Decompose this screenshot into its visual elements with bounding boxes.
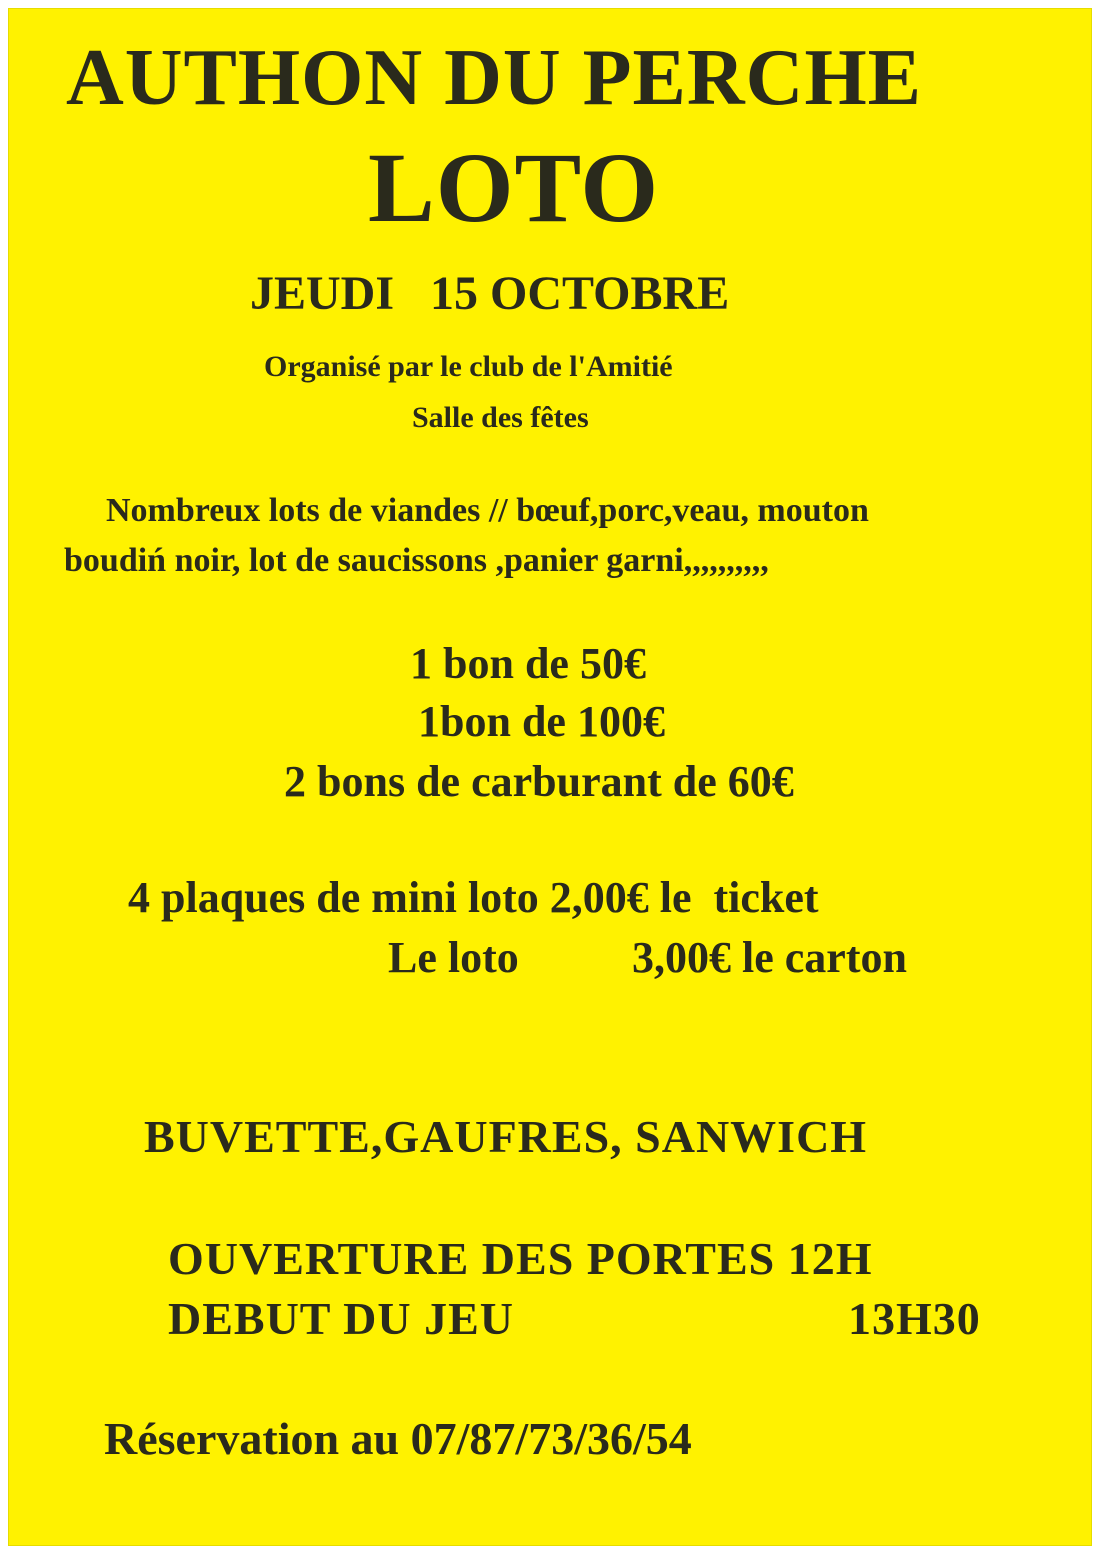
- loto-poster: [8, 8, 1092, 1546]
- loto-price-label: Le loto: [388, 933, 519, 982]
- voucher-item: 1bon de 100€: [418, 697, 665, 746]
- poster-event-title: LOTO: [368, 132, 660, 243]
- game-start-label: DEBUT DU JEU: [168, 1293, 514, 1344]
- game-start-time: 13H30: [848, 1293, 981, 1344]
- prizes-description-line-1: Nombreux lots de viandes // bœuf,porc,veau, mouton: [106, 492, 869, 529]
- poster-town-title: AUTHON DU PERCHE: [66, 34, 923, 122]
- venue-line: Salle des fêtes: [412, 401, 589, 434]
- voucher-item: 2 bons de carburant de 60€: [284, 757, 794, 806]
- voucher-item: 1 bon de 50€: [410, 639, 646, 688]
- loto-price-value: 3,00€ le carton: [632, 933, 907, 982]
- doors-open-line: OUVERTURE DES PORTES 12H: [168, 1233, 873, 1284]
- mini-loto-price: 4 plaques de mini loto 2,00€ le ticket: [128, 873, 819, 922]
- prizes-description-line-2: boudiń noir, lot de saucissons ,panier garni,,,,,,,,,,: [64, 542, 769, 579]
- organizer-line: Organisé par le club de l'Amitié: [264, 350, 673, 383]
- refreshments-line: BUVETTE,GAUFRES, SANWICH: [144, 1111, 868, 1162]
- event-date: JEUDI 15 OCTOBRE: [250, 267, 730, 320]
- reservation-line: Réservation au 07/87/73/36/54: [104, 1413, 692, 1464]
